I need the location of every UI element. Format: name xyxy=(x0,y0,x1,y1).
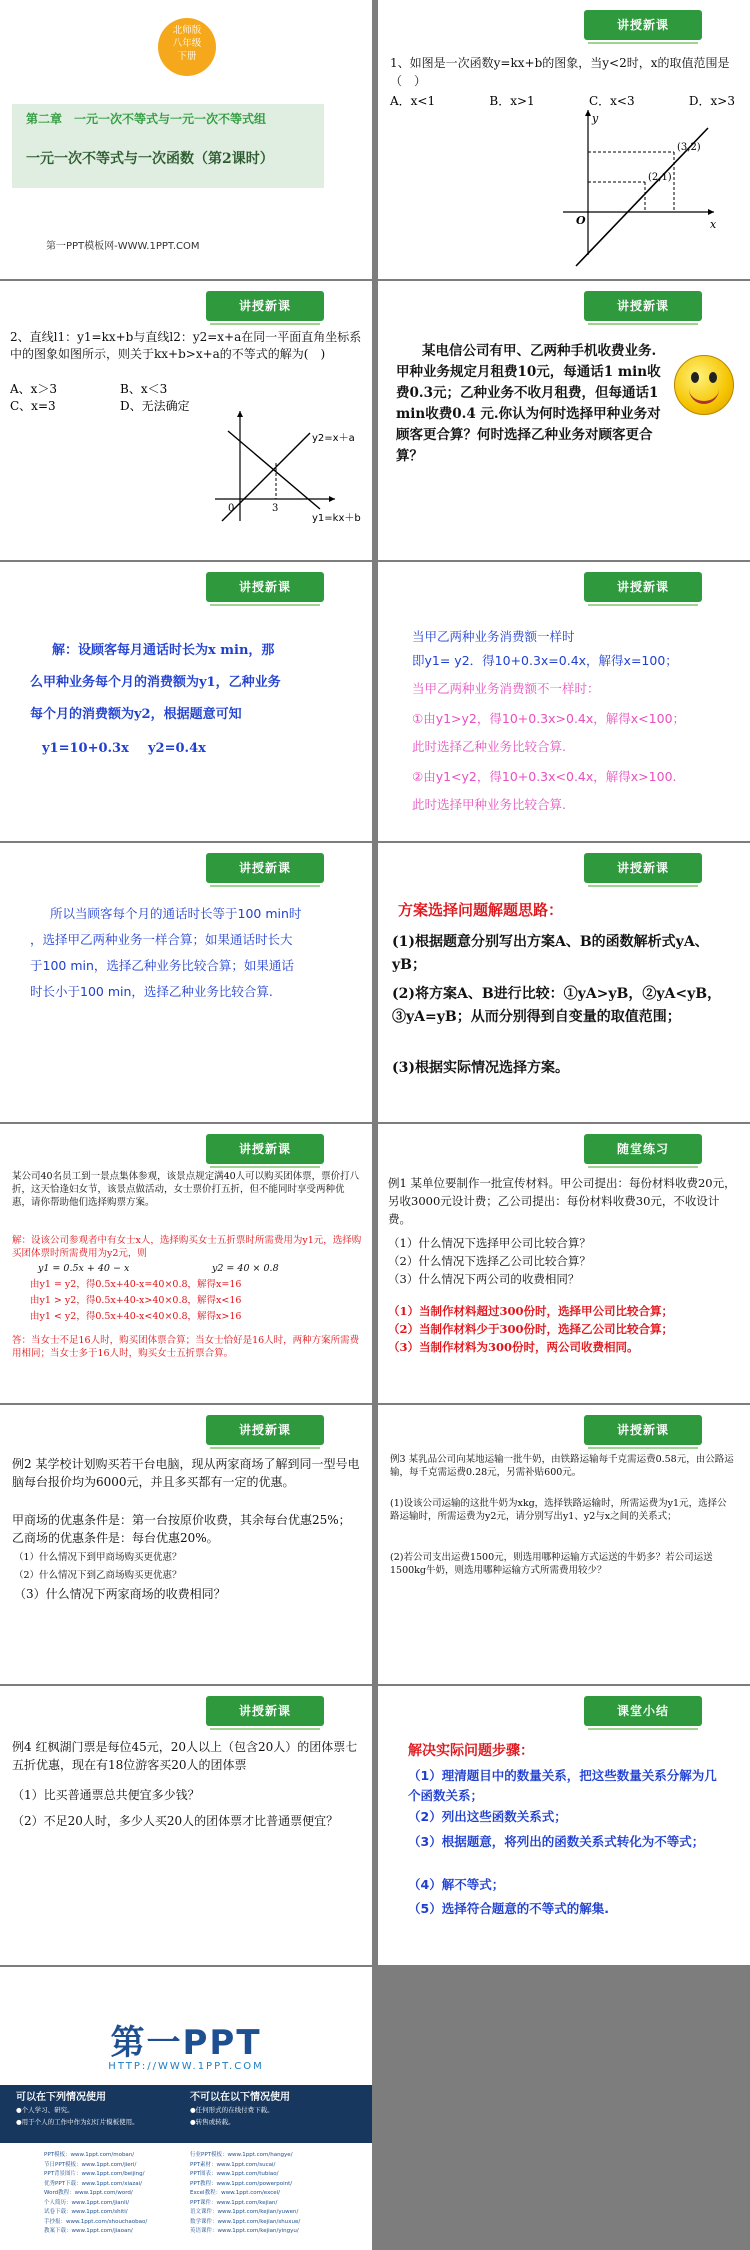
section-tab: 讲授新课 xyxy=(206,291,324,321)
result-line: 由y1 < y2，得0.5x+40-x<40×0.8，解得x>16 xyxy=(30,1311,242,1322)
section-tab: 讲授新课 xyxy=(206,853,324,883)
site-link[interactable]: 英语课件：www.1ppt.com/kejian/yingyu/ xyxy=(190,2228,299,2234)
smiley-eye xyxy=(691,372,699,383)
site-link[interactable]: PPT教程：www.1ppt.com/powerpoint/ xyxy=(190,2180,293,2187)
sub-question: (1)设该公司运输的这批牛奶为xkg，选择铁路运输时，所需运费为y1元，选择公路运输时，所需运费为y2元，请分别写出y1、y2与x之间的关系式； xyxy=(390,1498,727,1522)
usage-cannot-item: ●转售或转载。 xyxy=(190,2118,235,2126)
grade-badge xyxy=(158,18,216,76)
slide-solution-setup xyxy=(0,562,372,841)
links-right xyxy=(190,2151,300,2237)
site-link[interactable]: Word教程：www.1ppt.com/word/ xyxy=(44,2190,133,2196)
conclusion-line: ，选择甲乙两种业务一样合算；如果通话时长大 xyxy=(30,932,293,947)
slide-method xyxy=(378,843,750,1122)
badge-line: 下册 xyxy=(177,51,197,62)
solution-line: 每个月的消费额为y2，根据题意可知 xyxy=(30,707,242,722)
option-b: B、x＜3 xyxy=(120,382,168,396)
summary-step: （1）理清题目中的数量关系，把这些数量关系分解为几个函数关系； xyxy=(408,1768,717,1803)
site-link[interactable]: 节日PPT模板：www.1ppt.com/jieri/ xyxy=(44,2161,137,2168)
section-tab: 讲授新课 xyxy=(584,1415,702,1445)
section-tab: 课堂小结 xyxy=(584,1696,702,1726)
site-link[interactable]: 教案下载：www.1ppt.com/jiaoan/ xyxy=(44,2228,133,2234)
solution-line: 么甲种业务每个月的消费额为y1，乙种业务 xyxy=(30,675,281,690)
l1-label: y2=x＋a xyxy=(312,433,355,444)
section-tab: 讲授新课 xyxy=(584,853,702,883)
conclusion-line: 时长小于100 min，选择乙种业务比较合算. xyxy=(30,984,273,999)
sub-question: （3）什么情况下两家商场的收费相同？ xyxy=(14,1587,226,1601)
section-tab: 讲授新课 xyxy=(206,572,324,602)
site-link[interactable]: 试卷下载：www.1ppt.com/shiti/ xyxy=(44,2209,128,2215)
usage-can-title: 可以在下列情况使用 xyxy=(16,2092,106,2103)
example-solution: 解：设该公司参观者中有女士x人，选择购买女士五折票时所需费用为y1元，选择购买团体票时所需费用为y2元，则 xyxy=(12,1235,362,1259)
formula-y1: y1 = 0.5x + 40 − x xyxy=(38,1263,130,1274)
case-unequal-line: 此时选择乙种业务比较合算. xyxy=(412,739,566,754)
summary-step: （3）根据题意，将列出的函数关系式转化为不等式； xyxy=(408,1834,705,1849)
conclusion-line: 所以当顾客每个月的通话时长等于100 min时 xyxy=(50,906,302,921)
site-link[interactable]: 语文课件：www.1ppt.com/kejian/yuwen/ xyxy=(190,2209,299,2215)
method-step: (2)将方案A、B进行比较：①yA>yB，②yA<yB，③yA=yB；从而分别得到自变量的取值范围； xyxy=(392,986,722,1025)
section-tab: 随堂练习 xyxy=(584,1134,702,1164)
sub-question: （1）比买普通票总共便宜多少钱？ xyxy=(12,1788,200,1802)
summary-step: （2）列出这些函数关系式； xyxy=(408,1809,567,1824)
brand-logo: 第一PPT xyxy=(110,2023,262,2063)
equation-2: y2=0.4x xyxy=(148,741,206,756)
option-a: A、x＞3 xyxy=(10,382,58,396)
site-link[interactable]: 行业PPT模板：www.1ppt.com/hangye/ xyxy=(190,2152,293,2158)
site-link[interactable]: 手抄报：www.1ppt.com/shouchaobao/ xyxy=(44,2218,148,2225)
site-link[interactable]: PPT图表：www.1ppt.com/tubiao/ xyxy=(190,2171,279,2177)
solution-line: 解：设顾客每月通话时长为x min，那 xyxy=(52,643,275,658)
usage-can-item: ●用于个人的工作中作为幻灯片模板使用。 xyxy=(16,2118,139,2126)
origin-label: 0 xyxy=(228,503,235,514)
slide-q2 xyxy=(0,281,372,560)
case-unequal-line: 当甲乙两种业务消费额不一样时： xyxy=(412,681,600,696)
origin-label: O xyxy=(576,214,586,227)
smiley-eye xyxy=(709,372,717,383)
point-label: (2,1) xyxy=(648,172,672,183)
option-d: D、无法确定 xyxy=(120,399,190,413)
slide-example-2 xyxy=(0,1405,372,1684)
section-tab: 讲授新课 xyxy=(584,291,702,321)
conclusion-line: 于100 min，选择乙种业务比较合算；如果通话 xyxy=(30,958,294,973)
slide-problem xyxy=(378,281,750,560)
site-link[interactable]: PPT课件：www.1ppt.com/kejian/ xyxy=(190,2199,278,2206)
option-d: D．x>3 xyxy=(688,94,735,108)
tick-label: 3 xyxy=(272,503,279,514)
example-question: 某公司40名员工到一景点集体参观，该景点规定满40人可以购买团体票，票价打八折，这天恰逢妇女节，该景点做活动，女士票价打五折，但不能同时享受两种优惠，请你帮助他们选择购票方案。 xyxy=(12,1171,360,1208)
lesson-title: 一元一次不等式与一次函数（第2课时） xyxy=(26,151,274,167)
example-answer: 答：当女士不足16人时，购买团体票合算；当女士恰好是16人时，两种方案所需费用相同；当女士多于16人时，购买女士五折票合算。 xyxy=(12,1335,360,1359)
y-axis-arrow xyxy=(585,110,591,116)
summary-step: （4）解不等式； xyxy=(408,1877,505,1892)
sub-question: （2）不足20人时，多少人买20人的团体票才比普通票便宜？ xyxy=(12,1814,339,1828)
q2-graph xyxy=(0,281,372,560)
sub-question: （1）什么情况下到甲商场购买更优惠？ xyxy=(14,1552,182,1563)
site-link[interactable]: 数学课件：www.1ppt.com/kejian/shuxue/ xyxy=(190,2218,301,2225)
links-left xyxy=(44,2151,147,2237)
slide-example-1 xyxy=(378,1124,750,1403)
summary-step: （5）选择符合题意的不等式的解集. xyxy=(408,1901,609,1916)
slide-summary xyxy=(378,1686,750,1965)
slide-cover xyxy=(0,0,372,279)
slide-conclusion xyxy=(0,843,372,1122)
formula-y2: y2 = 40 × 0.8 xyxy=(212,1263,279,1274)
example-condition: 甲商场的优惠条件是：第一台按原价收费，其余每台优惠25%；乙商场的优惠条件是：每台优惠20%。 xyxy=(12,1513,351,1545)
result-line: 由y1 > y2，得0.5x+40-x>40×0.8，解得x<16 xyxy=(30,1295,242,1306)
slide-ticket-example xyxy=(0,1124,372,1403)
site-link[interactable]: Excel教程：www.1ppt.com/excel/ xyxy=(190,2190,281,2196)
x-axis-arrow xyxy=(708,209,714,215)
method-step: (3)根据实际情况选择方案。 xyxy=(392,1060,569,1076)
usage-can-item: ●个人学习、研究。 xyxy=(16,2106,74,2114)
slide-example-4 xyxy=(0,1686,372,1965)
l2-label: y1=kx＋b xyxy=(312,513,361,524)
smiley-mouth xyxy=(689,386,719,404)
cover-footer: 第一PPT模板网-WWW.1PPT.COM xyxy=(46,241,200,252)
equation-1: y1=10+0.3x xyxy=(42,741,129,756)
example-question: 例1 某单位要制作一批宣传材料。甲公司提出：每份材料收费20元，另收3000元设计费；乙公司提出：每份材料收费30元，不收设计费。 xyxy=(388,1176,736,1226)
case-equal-line: 即y1= y2．得10+0.3x=0.4x，解得x=100； xyxy=(412,653,678,668)
line-l2 xyxy=(228,431,320,509)
x-axis-arrow xyxy=(329,496,335,502)
point-label: (3,2) xyxy=(677,142,701,153)
section-tab: 讲授新课 xyxy=(206,1415,324,1445)
method-step: (1)根据题意分别写出方案A、B的函数解析式yA、yB； xyxy=(392,934,709,973)
y-axis-label: y xyxy=(592,112,599,125)
summary-title: 解决实际问题步骤： xyxy=(408,1743,534,1759)
case-unequal-line: ②由y1<y2，得10+0.3x<0.4x，解得x>100. xyxy=(412,769,677,784)
site-link[interactable]: PPT素材：www.1ppt.com/sucai/ xyxy=(190,2161,276,2168)
section-tab: 讲授新课 xyxy=(206,1696,324,1726)
result-line: 由y1 = y2，得0.5x+40-x=40×0.8，解得x=16 xyxy=(30,1279,242,1290)
sub-question: (2)若公司支出运费1500元，则选用哪种运输方式运送的牛奶多？若公司运送1500kg牛奶，则选用哪种运输方式所需费用较少？ xyxy=(390,1552,713,1576)
smiley-icon xyxy=(674,355,734,415)
example-question: 例3 某乳品公司向某地运输一批牛奶，由铁路运输每千克需运费0.58元，由公路运输，每千克需运费0.28元，另需补贴600元。 xyxy=(390,1454,734,1478)
option-b: B．x>1 xyxy=(489,94,535,108)
slide-q1 xyxy=(378,0,750,279)
slide-example-3 xyxy=(378,1405,750,1684)
usage-cannot-item: ●任何形式的在线付费下载。 xyxy=(190,2106,274,2114)
case-equal-line: 当甲乙两种业务消费额一样时 xyxy=(412,629,575,644)
sub-question: （3）什么情况下两公司的收费相同？ xyxy=(388,1272,580,1286)
badge-line: 八年级 xyxy=(172,38,202,49)
site-link[interactable]: PPT背景图片：www.1ppt.com/beijing/ xyxy=(44,2171,145,2177)
slide-brand xyxy=(0,1967,372,2250)
problem-text: 某电信公司有甲、乙两种手机收费业务.甲种业务规定月租费10元，每通话1 min收费0.3元；乙种业务不收月租费，但每通话1 min收费0.4 元.你认为何时选择甲种业务对顾客更合算？何时选择乙种业务对顾客更合算？ xyxy=(396,343,661,464)
sub-question: （2）什么情况下到乙商场购买更优惠？ xyxy=(14,1570,182,1581)
section-tab: 讲授新课 xyxy=(584,10,702,40)
site-link[interactable]: 个人简历：www.1ppt.com/jianli/ xyxy=(44,2199,130,2206)
site-link[interactable]: 优秀PPT下载：www.1ppt.com/xiazai/ xyxy=(44,2180,143,2187)
option-c: C、x=3 xyxy=(10,399,56,413)
section-tab: 讲授新课 xyxy=(206,1134,324,1164)
section-tab: 讲授新课 xyxy=(584,572,702,602)
method-title: 方案选择问题解题思路： xyxy=(398,901,564,919)
sub-question: （1）什么情况下选择甲公司比较合算？ xyxy=(388,1236,591,1250)
example-question: 例4 红枫湖门票是每位45元，20人以上（包含20人）的团体票七五折优惠，现在有18位游客买20人的团体票 xyxy=(12,1740,358,1772)
case-unequal-line: ①由y1>y2，得10+0.3x>0.4x，解得x<100； xyxy=(412,711,686,726)
brand-url: HTTP://WWW.1PPT.COM xyxy=(108,2061,264,2072)
answer-line: （1）当制作材料超过300份时，选择甲公司比较合算； xyxy=(388,1304,674,1318)
chapter-title: 第二章 一元一次不等式与一元一次不等式组 xyxy=(26,112,267,126)
y-axis-arrow xyxy=(237,411,243,417)
answer-line: （3）当制作材料为300份时，两公司收费相同。 xyxy=(388,1340,639,1354)
x-axis-label: x xyxy=(710,218,717,231)
sub-question: （2）什么情况下选择乙公司比较合算？ xyxy=(388,1254,591,1268)
case-unequal-line: 此时选择甲种业务比较合算. xyxy=(412,797,566,812)
slide-cases xyxy=(378,562,750,841)
site-link[interactable]: PPT模板：www.1ppt.com/moban/ xyxy=(44,2152,135,2158)
line-l1 xyxy=(222,433,310,521)
question-text: 1、如图是一次函数y=kx+b的图象，当y<2时，x的取值范围是（ ） xyxy=(390,56,730,88)
option-c: C．x<3 xyxy=(588,94,635,108)
question-text: 2、直线l1：y1=kx+b与直线l2：y2=x+a在同一平面直角坐标系中的图象如图所示，则关于kx+b>x+a的不等式的解为( ) xyxy=(10,330,362,361)
q1-graph xyxy=(378,0,750,279)
option-a: A．x<1 xyxy=(390,94,436,108)
badge-line: 北师版 xyxy=(172,25,202,36)
example-question: 例2 某学校计划购买若干台电脑，现从两家商场了解到同一型号电脑每台报价均为6000元，并且多买都有一定的优惠。 xyxy=(12,1457,360,1489)
usage-cannot-title: 不可以在以下情况使用 xyxy=(190,2092,290,2103)
answer-line: （2）当制作材料少于300份时，选择乙公司比较合算； xyxy=(388,1322,674,1336)
